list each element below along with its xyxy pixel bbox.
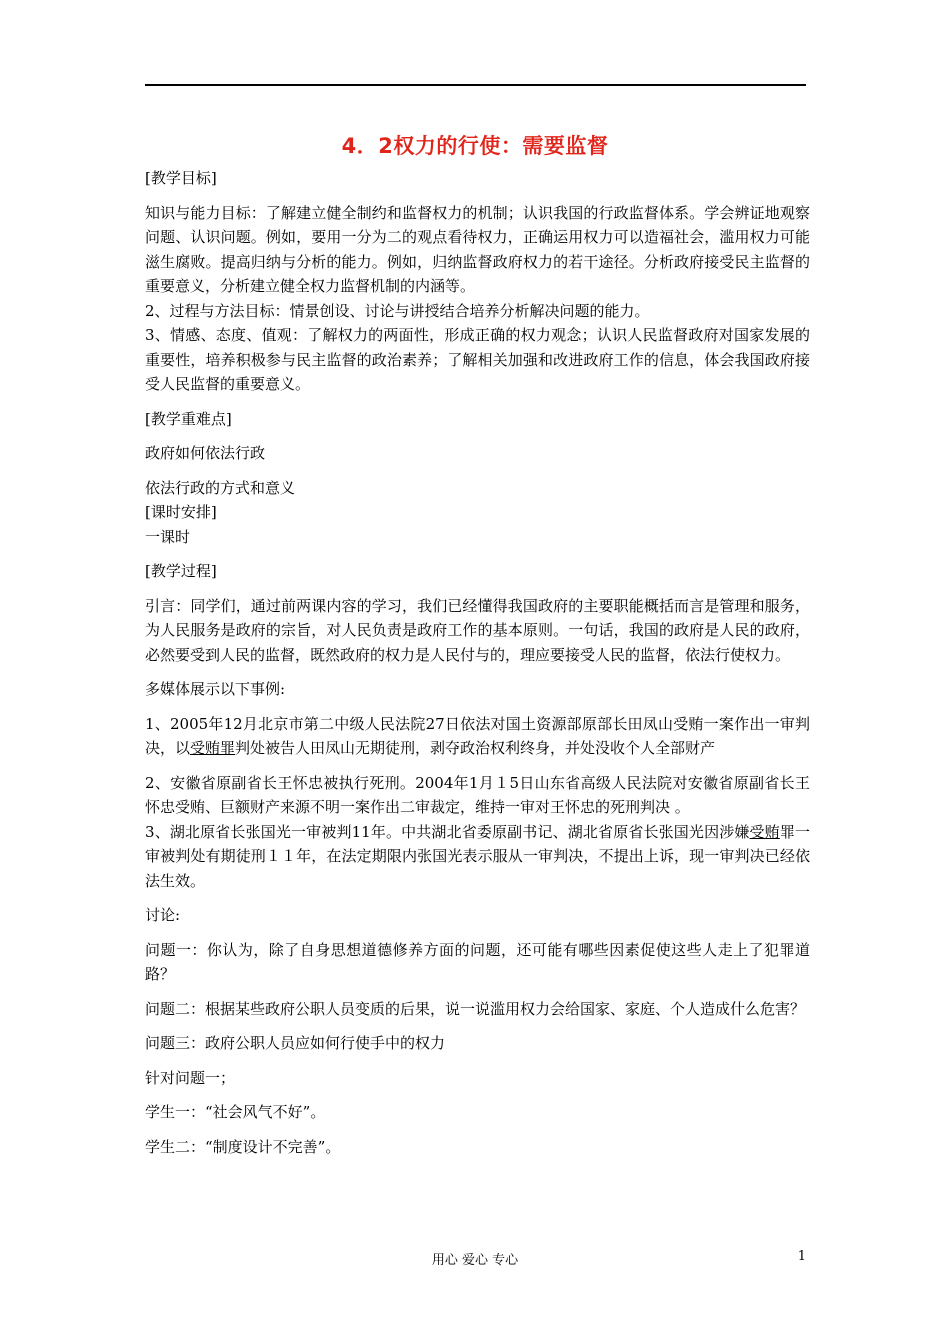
keypoint-2: 依法行政的方式和意义 [145,478,296,497]
goals-heading: [教学目标] [145,169,217,187]
case-1 [145,712,810,761]
reply-heading: 针对问题一； [145,1068,236,1087]
process-heading: [教学过程] [145,562,217,580]
question-2: 问题二：根据某些政府公职人员变质的后果，说一说滥用权力会给国家、家庭、个人造成什么危害？ [145,999,806,1018]
document-title: 4．2权力的行使：需要监督 [341,134,609,158]
media-line: 多媒体展示以下事例: [145,680,286,698]
intro-paragraph: 引言：同学们，通过前两课内容的学习，我们已经懂得我国政府的主要职能概括而言是管理和服务，为人民服务是政府的宗旨，对人民负责是政府工作的基本原则。一句话，我国的政府是人民的政府，必然要受到人民的监督，既然政府的权力是人民付与的，理应要接受人民的监督，依法行使权力。 [145,596,810,664]
case-3-text-a: 3、湖北原省长张国光一审被判11年。中共湖北省委原副书记、湖北省原省长张国光因涉嫌 [145,822,750,841]
page-number: 1 [797,1249,806,1264]
keypoint-1: 政府如何依法行政 [145,444,266,462]
case-3-text-b: 罪一审被判处有期徒刑１１年，在法定期限内张国光表示服从一审判决，不提出上诉，现一审判决已经依法生效。 [145,822,810,890]
question-3: 问题三：政府公职人员应如何行使手中的权力 [145,1034,446,1052]
document-body [145,166,810,1159]
goal-knowledge: 知识与能力目标：了解建立健全制约和监督权力的机制；认识我国的行政监督体系。学会辨证地观察问题、认识问题。例如，要用一分为二的观点看待权力，正确运用权力可以造福社会，滥用权力可能滋生腐败。提高归纳与分析的能力。例如，归纳监督政府权力的若干途径。分析政府接受民主监督的重要意义，分析建立健全权力监督机制的内涵等。 [145,203,810,295]
case-1-underlined: 受贿罪 [190,739,236,757]
student-2: 学生二：“制度设计不完善”。 [145,1137,341,1156]
schedule-text: 一课时 [145,527,191,546]
student-1: 学生一：“社会风气不好”。 [145,1103,326,1121]
keypoints-heading: [教学重难点] [145,409,232,428]
header-rule [145,84,806,86]
case-3-underlined: 受贿 [749,822,780,841]
goal-process: 2、过程与方法目标：情景创设、讨论与讲授结合培养分析解决问题的能力。 [145,301,650,320]
question-1: 问题一：你认为，除了自身思想道德修养方面的问题，还可能有哪些因素促使这些人走上了犯罪道路？ [145,940,810,983]
footer-motto: 用心 爱心 专心 [431,1253,519,1268]
case-2: 2、安徽省原副省长王怀忠被执行死刑。2004年1月１5日山东省高级人民法院对安徽省原副省长王怀忠受贿、巨额财产来源不明一案作出二审裁定，维持一审对王怀忠的死刑判决 。 [145,773,810,816]
discussion-heading: 讨论: [145,906,181,924]
case-1-text-a: 1、2005年12月北京市第二中级人民法院27日依法对国土资源部原部长田凤山受贿一案作出一审判决，以 [145,714,810,757]
case-1-text-b: 判处被告人田凤山无期徒刑，剥夺政治权利终身，并处没收个人全部财产 [235,739,716,757]
schedule-heading: [课时安排] [145,503,217,521]
goal-emotion: 3、情感、态度、值观：了解权力的两面性，形成正确的权力观念；认识人民监督政府对国家发展的重要性，培养积极参与民主监督的政治素养；了解相关加强和改进政府工作的信息，体会我国政府接受人民监督的重要意义。 [145,326,810,393]
case-3 [145,820,810,894]
